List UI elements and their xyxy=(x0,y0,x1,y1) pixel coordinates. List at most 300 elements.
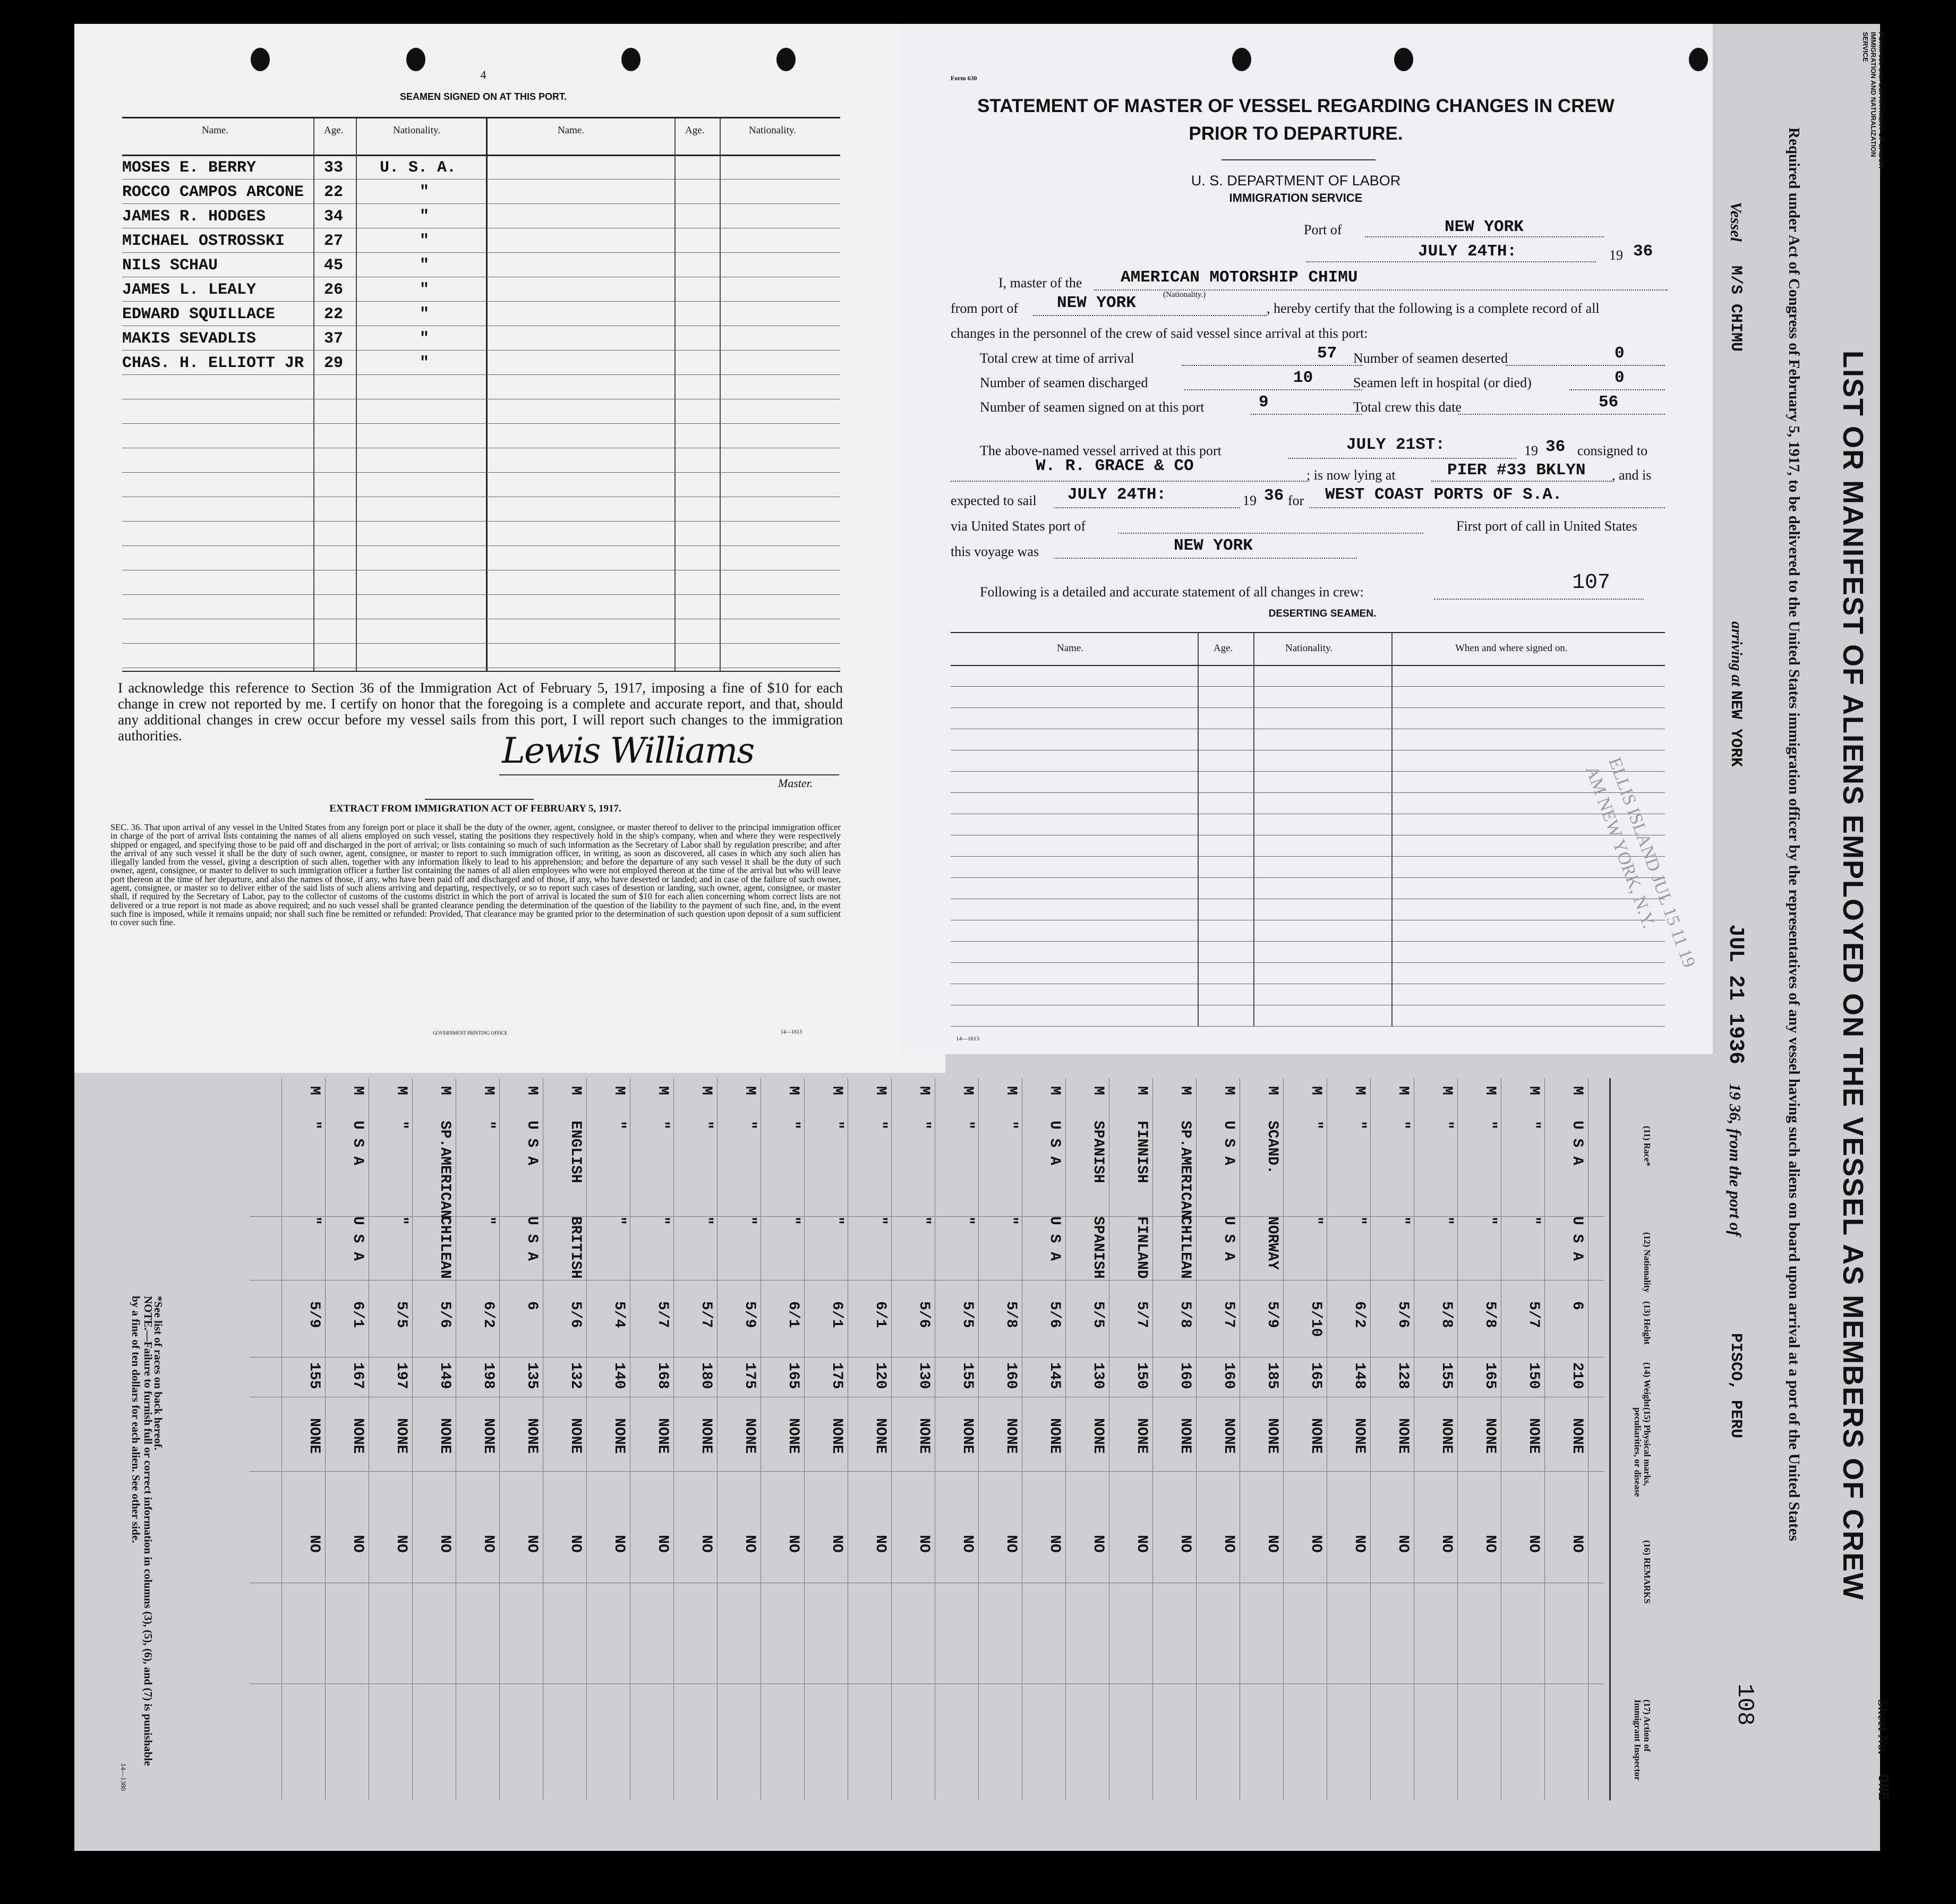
manifest-cell-marks: NONE xyxy=(1351,1418,1368,1454)
stat-value: 56 xyxy=(1599,393,1619,412)
manifest-cell-height: 5/9 xyxy=(1264,1301,1280,1328)
manifest-cell-weight: 135 xyxy=(524,1362,540,1389)
manifest-cell-sex: M xyxy=(1003,1086,1019,1095)
stat-value: 10 xyxy=(1293,369,1313,387)
manifest-cell-race: FINNISH xyxy=(1133,1121,1150,1183)
stat-value: 0 xyxy=(1615,344,1625,363)
manifest-cell-race: " xyxy=(393,1121,409,1130)
seaman-name: MICHAEL OSTROSSKI xyxy=(122,232,285,250)
seaman-age: 27 xyxy=(324,232,344,250)
manifest-cell-weight: 132 xyxy=(567,1362,584,1389)
manifest-cell-weight: 175 xyxy=(741,1362,758,1389)
manifest-cell-race: " xyxy=(1438,1121,1455,1130)
statement-title-2: PRIOR TO DEPARTURE. xyxy=(1189,123,1403,144)
manifest-cell-nationality: FINLAND xyxy=(1133,1216,1150,1279)
seaman-age: 29 xyxy=(324,354,344,372)
stat-label: Number of seamen signed on at this port xyxy=(980,399,1205,415)
manifest-cell-race: " xyxy=(741,1121,758,1130)
manifest-cell-race: " xyxy=(1395,1121,1411,1130)
manifest-cell-height: 5/7 xyxy=(698,1301,714,1328)
manifest-cell-remarks: NO xyxy=(349,1535,366,1553)
manifest-cell-nationality: U S A xyxy=(1569,1216,1585,1261)
manifest-cell-nationality: U S A xyxy=(1046,1216,1063,1261)
manifest-cell-race: ENGLISH xyxy=(567,1121,584,1183)
seaman-age: 33 xyxy=(324,159,344,177)
port-label: Port of xyxy=(1304,222,1342,237)
deserting-seamen-table xyxy=(951,632,1665,1026)
manifest-vessel-label: Vessel xyxy=(1727,202,1745,242)
manifest-cell-sex: M xyxy=(1308,1086,1324,1095)
manifest-stamp-number: 108 xyxy=(1731,1684,1758,1726)
manifest-cell-weight: 185 xyxy=(1264,1362,1280,1389)
manifest-cell-height: 5/7 xyxy=(1133,1301,1150,1328)
manifest-cell-marks: NONE xyxy=(1177,1418,1193,1454)
manifest-cell-nationality: " xyxy=(1308,1216,1324,1225)
manifest-cell-remarks: NO xyxy=(741,1535,758,1553)
table-row xyxy=(122,252,483,278)
manifest-cell-marks: NONE xyxy=(306,1418,322,1454)
manifest-cell-sex: M xyxy=(828,1086,845,1095)
manifest-cell-weight: 128 xyxy=(1395,1362,1411,1389)
manifest-cell-race: SP.AMERICAN xyxy=(437,1121,453,1219)
manifest-cell-race: " xyxy=(1351,1121,1368,1130)
seaman-name: EDWARD SQUILLACE xyxy=(122,305,276,323)
manifest-from-label: 19 36, from the port of xyxy=(1726,1083,1745,1236)
desert-col-nationality: Nationality. xyxy=(1285,643,1333,654)
sail-date: JULY 24TH: xyxy=(1067,485,1167,504)
extract-heading: EXTRACT FROM IMMIGRATION ACT OF FEBRUARY 5, 1917. xyxy=(329,803,621,814)
manifest-cell-marks: NONE xyxy=(785,1418,801,1454)
date-value: JULY 24TH: xyxy=(1418,242,1517,261)
manifest-sheet-no: ONE xyxy=(1874,1774,1891,1801)
seaman-nationality: U. S. A. xyxy=(380,159,457,177)
manifest-cell-weight: 160 xyxy=(1177,1362,1193,1389)
manifest-cell-sex: M xyxy=(1264,1086,1280,1095)
manifest-cell-weight: 160 xyxy=(1220,1362,1237,1389)
manifest-cell-marks: NONE xyxy=(1525,1418,1542,1454)
sail-year: 36 xyxy=(1264,486,1284,505)
manifest-cell-weight: 175 xyxy=(828,1362,845,1389)
manifest-cell-remarks: NO xyxy=(872,1535,889,1553)
manifest-cell-remarks: NO xyxy=(1438,1535,1455,1553)
right-footer-code: 14—1613 xyxy=(956,1036,979,1042)
manifest-cell-height: 5/4 xyxy=(611,1301,627,1328)
manifest-cell-height: 6/1 xyxy=(872,1301,889,1328)
manifest-cell-weight: 210 xyxy=(1569,1362,1585,1389)
manifest-cell-race: U S A xyxy=(524,1121,540,1166)
ellis-island-stamp: ELLIS ISLAND JUL 15 11 19 AM NEW YORK, N.Y. xyxy=(1582,755,1699,970)
manifest-cell-nationality: " xyxy=(1003,1216,1019,1225)
manifest-cell-weight: 145 xyxy=(1046,1362,1063,1389)
manifest-cell-marks: NONE xyxy=(480,1418,497,1454)
department-name: U. S. DEPARTMENT OF LABOR xyxy=(1191,173,1401,189)
sail-year-prefix: 19 xyxy=(1243,493,1257,508)
seaman-name: ROCCO CAMPOS ARCONE xyxy=(122,183,304,201)
manifest-cell-sex: M xyxy=(437,1086,453,1095)
manifest-cell-nationality: " xyxy=(1351,1216,1368,1225)
deserting-heading: DESERTING SEAMEN. xyxy=(1268,608,1377,619)
and-is-label: , and is xyxy=(1612,467,1652,483)
manifest-cell-height: 6/2 xyxy=(1351,1301,1368,1328)
manifest-cell-marks: NONE xyxy=(611,1418,627,1454)
seaman-nationality: " xyxy=(420,208,430,226)
seaman-age: 22 xyxy=(324,305,344,323)
certify-text: , hereby certify that the following is a complete record of all xyxy=(1267,301,1600,316)
from-port-label: from port of xyxy=(951,301,1019,316)
page-number: 4 xyxy=(480,68,486,81)
manifest-cell-race: U S A xyxy=(1569,1121,1585,1166)
seaman-name: JAMES L. LEALY xyxy=(122,281,257,299)
changes-text: changes in the personnel of the crew of said vessel since arrival at this port: xyxy=(951,326,1368,341)
manifest-footnote-code: 14—1380 xyxy=(119,1763,127,1791)
extract-rule xyxy=(425,799,534,800)
manifest-column-header: (11) Race* xyxy=(1642,1126,1652,1167)
manifest-cell-weight: 130 xyxy=(1090,1362,1106,1389)
manifest-cell-nationality: BRITISH xyxy=(567,1216,584,1279)
acknowledgement-text: I acknowledge this reference to Section 36 of the Immigration Act of February 5, 1917, imposing a fine of $10 for each change in crew not reported by me. I certify on honor that the foregoing is a complete and accurate report, and that, should any additional changes in crew occur before my vessel sails from this port, I will report such changes to the immigration authorities. xyxy=(118,680,843,744)
seaman-name: CHAS. H. ELLIOTT JR xyxy=(122,354,304,372)
manifest-cell-remarks: NO xyxy=(1351,1535,1368,1553)
manifest-cell-nationality: " xyxy=(393,1216,409,1225)
master-signature: Lewis Williams xyxy=(502,730,754,771)
manifest-cell-nationality: " xyxy=(1482,1216,1498,1225)
seaman-age: 45 xyxy=(324,257,344,275)
manifest-cell-weight: 167 xyxy=(349,1362,366,1389)
manifest-dept-block: FORM 630 U.S. DEPARTMENT OF LABOR IMMIGRATION AND NATURALIZATION SERVICE xyxy=(1861,32,1885,168)
manifest-cell-sex: M xyxy=(1525,1086,1542,1095)
manifest-cell-race: SPANISH xyxy=(1090,1121,1106,1183)
manifest-cell-sex: M xyxy=(1133,1086,1150,1095)
manifest-cell-race: " xyxy=(480,1121,497,1130)
manifest-cell-remarks: NO xyxy=(1090,1535,1106,1553)
stat-label: Number of seamen deserted xyxy=(1353,351,1508,366)
table-row xyxy=(122,277,483,302)
manifest-cell-sex: M xyxy=(1351,1086,1368,1095)
manifest-cell-sex: M xyxy=(480,1086,497,1095)
table-row xyxy=(122,155,483,180)
manifest-cell-nationality: " xyxy=(698,1216,714,1225)
master-of-label: I, master of the xyxy=(998,275,1082,291)
manifest-cell-sex: M xyxy=(611,1086,627,1095)
seaman-nationality: " xyxy=(420,305,430,323)
manifest-cell-marks: NONE xyxy=(741,1418,758,1454)
desert-col-age: Age. xyxy=(1214,643,1233,654)
manifest-cell-sex: M xyxy=(1569,1086,1585,1095)
manifest-cell-race: " xyxy=(306,1121,322,1130)
manifest-cell-nationality: SPANISH xyxy=(1090,1216,1106,1279)
manifest-cell-remarks: NO xyxy=(828,1535,845,1553)
manifest-cell-sex: M xyxy=(916,1086,932,1095)
manifest-cell-height: 5/6 xyxy=(567,1301,584,1328)
manifest-cell-marks: NONE xyxy=(393,1418,409,1454)
manifest-cell-race: " xyxy=(1525,1121,1542,1130)
manifest-cell-nationality: " xyxy=(872,1216,889,1225)
manifest-cell-remarks: NO xyxy=(1220,1535,1237,1553)
manifest-cell-remarks: NO xyxy=(1264,1535,1280,1553)
form-number: Form 630 xyxy=(951,74,977,82)
manifest-from-port: PISCO, PERU xyxy=(1727,1333,1745,1439)
punch-hole xyxy=(776,48,796,71)
manifest-cell-sex: M xyxy=(524,1086,540,1095)
manifest-cell-race: " xyxy=(916,1121,932,1130)
consigned-label: consigned to xyxy=(1577,443,1648,458)
manifest-arriving-label: arriving at xyxy=(1728,621,1745,687)
title-rule xyxy=(1222,159,1376,160)
manifest-cell-race: U S A xyxy=(1220,1121,1237,1166)
manifest-cell-height: 5/6 xyxy=(916,1301,932,1328)
seaman-age: 37 xyxy=(324,330,344,348)
manifest-cell-height: 5/8 xyxy=(1438,1301,1455,1328)
arrived-label: The above-named vessel arrived at this port xyxy=(980,443,1222,458)
manifest-cell-nationality: " xyxy=(480,1216,497,1225)
seaman-nationality: " xyxy=(420,330,430,348)
seaman-age: 26 xyxy=(324,281,344,299)
manifest-cell-height: 5/5 xyxy=(393,1301,409,1328)
manifest-cell-weight: 180 xyxy=(698,1362,714,1389)
manifest-footnote-note: NOTE.—Failure to furnish full or correct information in columns (3), (5), (6), and (7) is punishable by a fine of ten dollars for each alien. See other side. xyxy=(130,1296,155,1766)
manifest-cell-marks: NONE xyxy=(1264,1418,1280,1454)
manifest-cell-marks: NONE xyxy=(1438,1418,1455,1454)
manifest-cell-marks: NONE xyxy=(872,1418,889,1454)
stat-label: Seamen left in hospital (or died) xyxy=(1353,375,1532,390)
manifest-cell-race: " xyxy=(1482,1121,1498,1130)
desert-col-signed-on: When and where signed on. xyxy=(1455,643,1568,654)
manifest-cell-sex: M xyxy=(1090,1086,1106,1095)
manifest-cell-weight: 160 xyxy=(1003,1362,1019,1389)
stat-value: 9 xyxy=(1259,393,1269,412)
extract-text: SEC. 36. That upon arrival of any vessel in the United States from any foreign port or place it shall be the duty of the owner, agent, consignee, or master thereof to deliver to the principal immigration officer in charge of the port of arrival lists containing the names of all aliens employed on such vessel, stating the positions they respectively hold in the ship's company, when and where they were respectively shipped or engaged, and specifying those to be paid off and discharged in the port of arrival; or lists containing so much of such information as the Secretary of Labor shall by regulation prescribe; and after the arrival of any such vessel it shall be the duty of such owner, agent, consignee, or master to report to such immigration officer, in writing, as soon as discovered, all cases in which any such alien has illegally landed from the vessel, giving a description of such alien, together with any information likely to lead to his apprehension; and before the departure of any such vessel it shall be the duty of such owner, agent, consignee, or master to deliver to such immigration officer a further list containing the names of all alien employees who were not employed thereon at the time of the arrival but who will leave port thereon at the time of her departure, and also the names of those, if any, who have been paid off and discharged and of those, if any, who have deserted or landed; and in case of the failure of such owner, agent, consignee, or master so to deliver either of the said lists of such aliens arriving and departing, respectively, or so to report such cases of desertion or landing, such owner, agent, consignee, or master shall, if required by the Secretary of Labor, pay to the collector of customs of the customs district in which the port of arrival is located the sum of $10 for each alien concerning whom correct lists are not delivered or a true report is not made as above required; and no such vessel shall be granted clearance pending the determination of the question of the liability to the payment of such fine, and, in the event such fine is imposed, while it remains unpaid; nor shall such fine be remitted or refunded: Provided, That clearance may be granted prior to the determination of such question upon deposit of a sum sufficient to cover such fine. xyxy=(110,822,841,928)
punch-hole xyxy=(251,48,270,71)
manifest-cell-height: 6/1 xyxy=(828,1301,845,1328)
manifest-cell-weight: 130 xyxy=(916,1362,932,1389)
manifest-cell-nationality: " xyxy=(959,1216,976,1225)
manifest-cell-height: 5/6 xyxy=(1046,1301,1063,1328)
col-header-name: Name. xyxy=(202,125,229,136)
col-header-age-2: Age. xyxy=(685,125,705,136)
manifest-cell-weight: 155 xyxy=(306,1362,322,1389)
first-port-label: First port of call in United States xyxy=(1456,518,1637,534)
manifest-cell-race: " xyxy=(1308,1121,1324,1130)
manifest-cell-sex: M xyxy=(306,1086,322,1095)
manifest-cell-remarks: NO xyxy=(1395,1535,1411,1553)
manifest-cell-remarks: NO xyxy=(785,1535,801,1553)
left-footer-code: 14—1613 xyxy=(781,1029,802,1035)
manifest-cell-nationality: " xyxy=(1525,1216,1542,1225)
manifest-cell-race: " xyxy=(959,1121,976,1130)
manifest-cell-height: 5/7 xyxy=(654,1301,671,1328)
manifest-cell-nationality: U S A xyxy=(1220,1216,1237,1261)
manifest-cell-nationality: U S A xyxy=(524,1216,540,1261)
lying-value: PIER #33 BKLYN xyxy=(1447,461,1586,480)
manifest-cell-sex: M xyxy=(1177,1086,1193,1095)
manifest-cell-height: 6 xyxy=(524,1301,540,1310)
punch-hole xyxy=(621,48,640,71)
seaman-nationality: " xyxy=(420,257,430,275)
for-label: for xyxy=(1288,493,1304,508)
manifest-cell-nationality: " xyxy=(306,1216,322,1225)
manifest-cell-marks: NONE xyxy=(916,1418,932,1454)
manifest-cell-race: U S A xyxy=(349,1121,366,1166)
manifest-cell-remarks: NO xyxy=(959,1535,976,1553)
manifest-column-header: (12) Nationality xyxy=(1642,1232,1652,1293)
table-row xyxy=(122,301,483,327)
manifest-cell-weight: 165 xyxy=(1482,1362,1498,1389)
manifest-arrival-date-stamp: JUL 21 1936 xyxy=(1723,924,1747,1065)
manifest-cell-remarks: NO xyxy=(437,1535,453,1553)
manifest-cell-height: 5/5 xyxy=(1090,1301,1106,1328)
manifest-cell-weight: 198 xyxy=(480,1362,497,1389)
via-label: via United States port of xyxy=(951,518,1086,534)
table-row xyxy=(122,350,483,375)
manifest-cell-nationality: " xyxy=(611,1216,627,1225)
handwritten-107: 107 xyxy=(1572,571,1611,595)
manifest-cell-race: SP.AMERICAN xyxy=(1177,1121,1193,1219)
manifest-cell-height: 5/6 xyxy=(437,1301,453,1328)
manifest-cell-height: 5/8 xyxy=(1482,1301,1498,1328)
manifest-cell-height: 5/9 xyxy=(306,1301,322,1328)
manifest-cell-height: 5/7 xyxy=(1525,1301,1542,1328)
first-port-value: NEW YORK xyxy=(1174,536,1253,555)
seaman-name: MAKIS SEVADLIS xyxy=(122,330,257,348)
punch-hole xyxy=(406,48,425,71)
manifest-cell-nationality: " xyxy=(785,1216,801,1225)
manifest-cell-weight: 150 xyxy=(1525,1362,1542,1389)
manifest-cell-weight: 197 xyxy=(393,1362,409,1389)
manifest-cell-remarks: NO xyxy=(1308,1535,1324,1553)
manifest-cell-sex: M xyxy=(1395,1086,1411,1095)
manifest-cell-sex: M xyxy=(872,1086,889,1095)
manifest-cell-height: 5/9 xyxy=(741,1301,758,1328)
manifest-column-header: (15) Physical marks, peculiarities, or disease xyxy=(1633,1407,1652,1497)
manifest-cell-remarks: NO xyxy=(524,1535,540,1553)
manifest-cell-weight: 155 xyxy=(1438,1362,1455,1389)
stat-value: 57 xyxy=(1317,344,1337,363)
manifest-sheet-label: Sheet No. xyxy=(1875,1700,1891,1755)
stat-label: Number of seamen discharged xyxy=(980,375,1148,390)
manifest-cell-remarks: NO xyxy=(611,1535,627,1553)
manifest-cell-sex: M xyxy=(567,1086,584,1095)
manifest-cell-sex: M xyxy=(349,1086,366,1095)
manifest-cell-nationality: " xyxy=(1438,1216,1455,1225)
manifest-cell-height: 5/8 xyxy=(1177,1301,1193,1328)
port-value: NEW YORK xyxy=(1445,218,1524,236)
manifest-column-header: (14) Weight xyxy=(1642,1362,1652,1407)
manifest-cell-remarks: NO xyxy=(567,1535,584,1553)
arrived-year-prefix: 19 xyxy=(1524,443,1538,458)
stat-value: 0 xyxy=(1615,369,1625,387)
manifest-cell-race: " xyxy=(698,1121,714,1130)
manifest-cell-weight: 149 xyxy=(437,1362,453,1389)
manifest-cell-marks: NONE xyxy=(1308,1418,1324,1454)
nationality-hint: (Nationality.) xyxy=(1163,291,1206,299)
consignee-value: W. R. GRACE & CO xyxy=(1036,457,1194,475)
stat-label: Total crew this date xyxy=(1353,399,1462,415)
col-header-age: Age. xyxy=(324,125,344,136)
manifest-cell-nationality: CHILEAN xyxy=(1177,1216,1193,1279)
sail-label: expected to sail xyxy=(951,493,1037,508)
left-footer-printing: GOVERNMENT PRINTING OFFICE xyxy=(433,1030,508,1036)
manifest-cell-height: 5/10 xyxy=(1308,1301,1324,1337)
table-row xyxy=(122,179,483,204)
manifest-cell-race: " xyxy=(611,1121,627,1130)
manifest-cell-remarks: NO xyxy=(480,1535,497,1553)
manifest-cell-race: " xyxy=(872,1121,889,1130)
manifest-cell-height: 5/5 xyxy=(959,1301,976,1328)
manifest-subtitle: Required under Act of Congress of February 5, 1917, to be delivered to the United States immigration officer by the representatives of any vessel having such aliens on board upon arrival at a port of the United States xyxy=(1786,127,1803,1541)
manifest-cell-sex: M xyxy=(1220,1086,1237,1095)
manifest-cell-remarks: NO xyxy=(1133,1535,1150,1553)
stat-label: Total crew at time of arrival xyxy=(980,351,1134,366)
manifest-cell-nationality: NORWAY xyxy=(1264,1216,1280,1270)
manifest-column-header: (13) Height xyxy=(1642,1301,1652,1345)
manifest-cell-sex: M xyxy=(785,1086,801,1095)
signed-on-table xyxy=(122,117,840,672)
manifest-cell-height: 5/7 xyxy=(1220,1301,1237,1328)
manifest-cell-race: " xyxy=(828,1121,845,1130)
punch-hole xyxy=(1232,48,1251,71)
manifest-cell-marks: NONE xyxy=(1220,1418,1237,1454)
manifest-cell-sex: M xyxy=(959,1086,976,1095)
seaman-nationality: " xyxy=(420,183,430,201)
manifest-column-header: (17) Action of Immigrant Inspector xyxy=(1633,1700,1652,1781)
signed-on-heading: SEAMEN SIGNED ON AT THIS PORT. xyxy=(399,91,567,102)
vessel-value: AMERICAN MOTORSHIP CHIMU xyxy=(1121,268,1358,287)
manifest-cell-remarks: NO xyxy=(393,1535,409,1553)
manifest-cell-remarks: NO xyxy=(306,1535,322,1553)
punch-hole xyxy=(1394,48,1413,71)
destination-value: WEST COAST PORTS OF S.A. xyxy=(1325,485,1562,504)
manifest-cell-marks: NONE xyxy=(828,1418,845,1454)
manifest-cell-marks: NONE xyxy=(1395,1418,1411,1454)
manifest-cell-weight: 150 xyxy=(1133,1362,1150,1389)
manifest-cell-nationality: " xyxy=(1395,1216,1411,1225)
punch-hole xyxy=(1689,48,1708,71)
manifest-cell-race: " xyxy=(1003,1121,1019,1130)
manifest-column-header: (16) REMARKS xyxy=(1642,1540,1652,1604)
signature-line xyxy=(499,774,839,775)
manifest-cell-remarks: NO xyxy=(1177,1535,1193,1553)
year-prefix: 19 xyxy=(1609,247,1623,263)
manifest-cell-remarks: NO xyxy=(1569,1535,1585,1553)
manifest-cell-weight: 148 xyxy=(1351,1362,1368,1389)
manifest-cell-remarks: NO xyxy=(698,1535,714,1553)
table-row xyxy=(122,326,483,351)
manifest-cell-marks: NONE xyxy=(1003,1418,1019,1454)
manifest-cell-sex: M xyxy=(393,1086,409,1095)
seaman-age: 34 xyxy=(324,208,344,226)
manifest-cell-weight: 120 xyxy=(872,1362,889,1389)
manifest-cell-weight: 140 xyxy=(611,1362,627,1389)
manifest-cell-marks: NONE xyxy=(1482,1418,1498,1454)
manifest-cell-race: " xyxy=(654,1121,671,1130)
master-label: Master. xyxy=(778,776,813,790)
manifest-cell-remarks: NO xyxy=(654,1535,671,1553)
seaman-nationality: " xyxy=(420,281,430,299)
manifest-cell-marks: NONE xyxy=(698,1418,714,1454)
manifest-cell-nationality: U S A xyxy=(349,1216,366,1261)
year-value: 36 xyxy=(1633,242,1653,261)
voyage-label: this voyage was xyxy=(951,544,1039,559)
from-port-value: NEW YORK xyxy=(1057,294,1136,312)
manifest-cell-sex: M xyxy=(1438,1086,1455,1095)
manifest-cell-height: 6 xyxy=(1569,1301,1585,1310)
manifest-arriving-port: NEW YORK xyxy=(1727,690,1745,767)
arrived-year: 36 xyxy=(1545,438,1566,456)
manifest-cell-height: 6/1 xyxy=(349,1301,366,1328)
manifest-cell-nationality: " xyxy=(654,1216,671,1225)
manifest-cell-race: " xyxy=(785,1121,801,1130)
manifest-cell-sex: M xyxy=(741,1086,758,1095)
